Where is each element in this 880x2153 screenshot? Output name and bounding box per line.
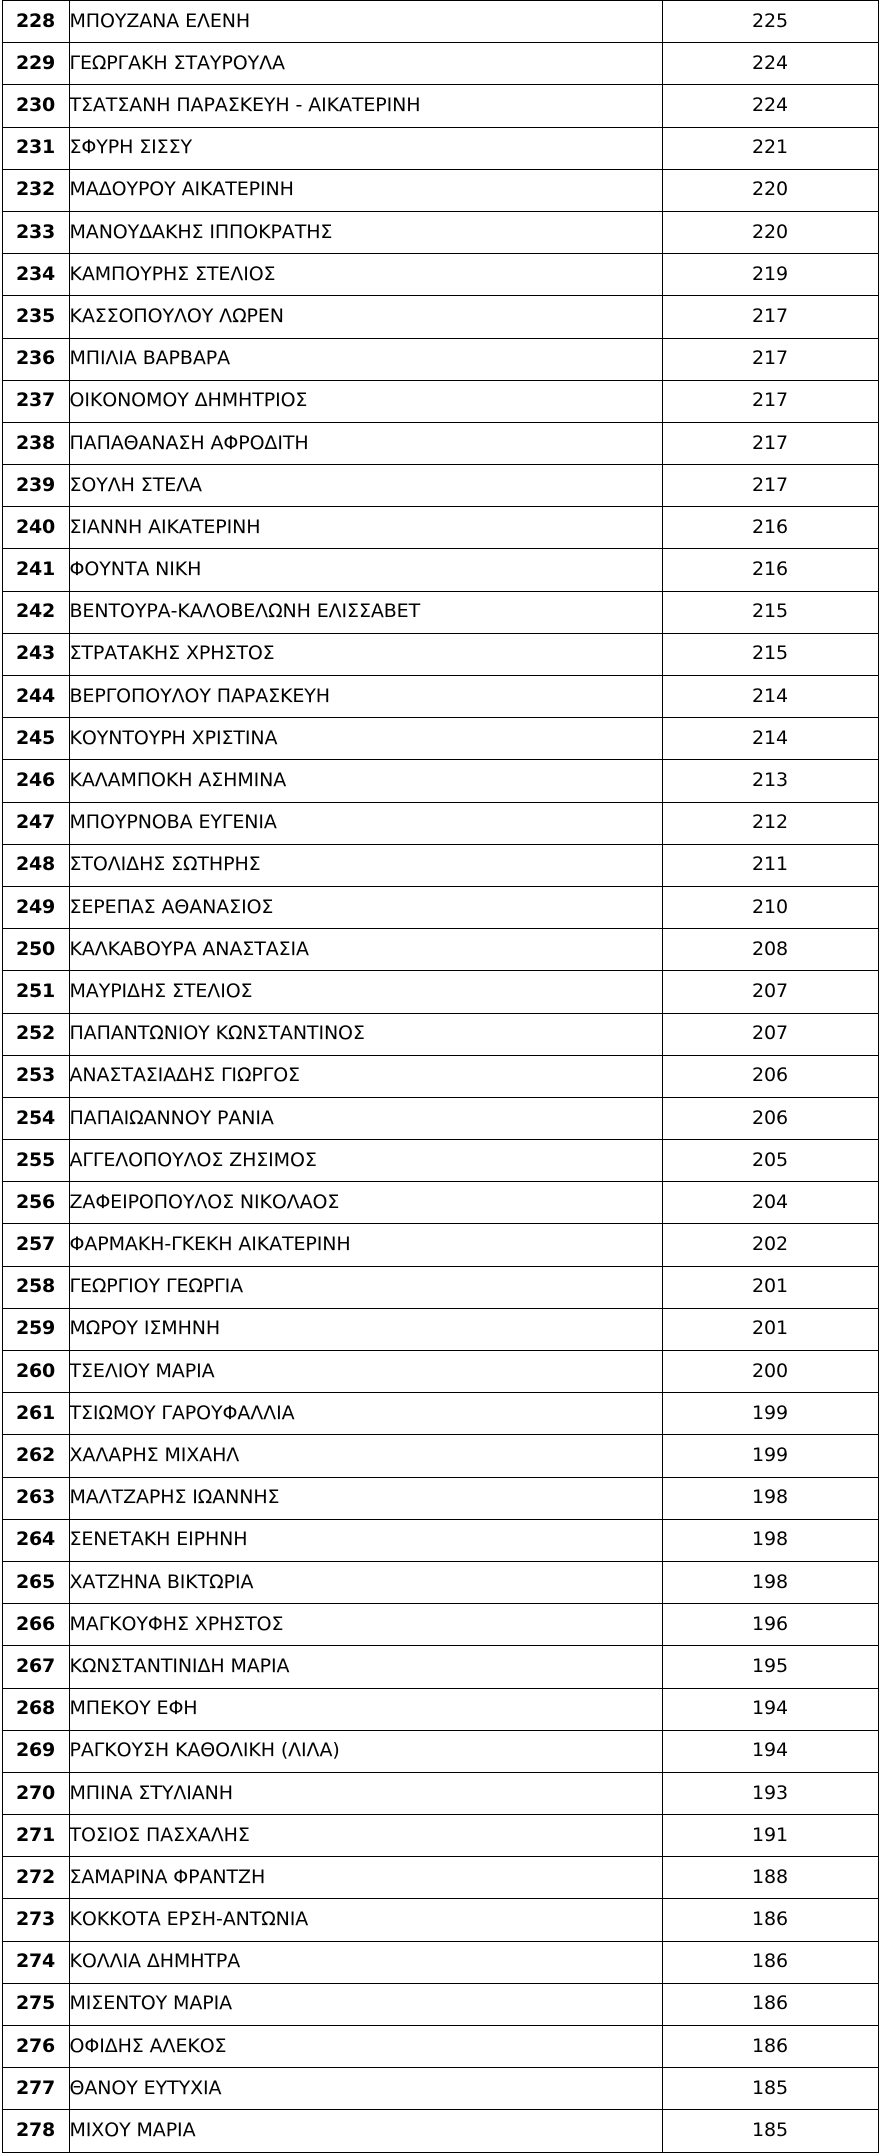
rank-cell: 259 [2, 1308, 69, 1350]
table-row [2, 465, 878, 507]
results-table [2, 0, 879, 2153]
rank-cell: 238 [2, 422, 69, 464]
rank-cell: 246 [2, 760, 69, 802]
table-row [2, 43, 878, 85]
rank-cell: 267 [2, 1646, 69, 1688]
table-row [2, 929, 878, 971]
rank-cell: 235 [2, 296, 69, 338]
table-row [2, 1013, 878, 1055]
table-row [2, 676, 878, 718]
rank-cell: 261 [2, 1393, 69, 1435]
table-row [2, 760, 878, 802]
name-cell: ΣΦΥΡΗ ΣΙΣΣΥ [69, 127, 662, 169]
score-cell: 186 [662, 2026, 878, 2068]
name-cell: ΣΤΡΑΤΑΚΗΣ ΧΡΗΣΤΟΣ [69, 633, 662, 675]
table-row [2, 1266, 878, 1308]
name-cell: ΓΕΩΡΓΙΟΥ ΓΕΩΡΓΙΑ [69, 1266, 662, 1308]
score-cell: 196 [662, 1604, 878, 1646]
rank-cell: 262 [2, 1435, 69, 1477]
score-cell: 200 [662, 1351, 878, 1393]
score-cell: 221 [662, 127, 878, 169]
score-cell: 217 [662, 422, 878, 464]
rank-cell: 260 [2, 1351, 69, 1393]
rank-cell: 239 [2, 465, 69, 507]
score-cell: 219 [662, 254, 878, 296]
score-cell: 201 [662, 1266, 878, 1308]
table-row [2, 1182, 878, 1224]
rank-cell: 276 [2, 2026, 69, 2068]
rank-cell: 278 [2, 2110, 69, 2152]
rank-cell: 228 [2, 1, 69, 43]
rank-cell: 264 [2, 1519, 69, 1561]
rank-cell: 263 [2, 1477, 69, 1519]
score-cell: 217 [662, 380, 878, 422]
score-cell: 186 [662, 1899, 878, 1941]
rank-cell: 250 [2, 929, 69, 971]
rank-cell: 252 [2, 1013, 69, 1055]
table-row [2, 1646, 878, 1688]
score-cell: 211 [662, 844, 878, 886]
score-cell: 204 [662, 1182, 878, 1224]
score-cell: 186 [662, 1983, 878, 2025]
rank-cell: 244 [2, 676, 69, 718]
score-cell: 199 [662, 1393, 878, 1435]
score-cell: 188 [662, 1857, 878, 1899]
score-cell: 217 [662, 338, 878, 380]
rank-cell: 274 [2, 1941, 69, 1983]
score-cell: 216 [662, 549, 878, 591]
name-cell: ΣΑΜΑΡΙΝΑ ΦΡΑΝΤΖΗ [69, 1857, 662, 1899]
name-cell: ΚΑΛΑΜΠΟΚΗ ΑΣΗΜΙΝΑ [69, 760, 662, 802]
table-row [2, 1393, 878, 1435]
score-cell: 210 [662, 886, 878, 928]
rank-cell: 266 [2, 1604, 69, 1646]
name-cell: ΧΑΤΖΗΝΑ ΒΙΚΤΩΡΙΑ [69, 1561, 662, 1603]
score-cell: 194 [662, 1730, 878, 1772]
score-cell: 224 [662, 43, 878, 85]
score-cell: 212 [662, 802, 878, 844]
rank-cell: 251 [2, 971, 69, 1013]
rank-cell: 265 [2, 1561, 69, 1603]
table-row [2, 633, 878, 675]
score-cell: 213 [662, 760, 878, 802]
table-row [2, 1815, 878, 1857]
score-cell: 198 [662, 1519, 878, 1561]
table-row [2, 422, 878, 464]
table-row [2, 591, 878, 633]
name-cell: ΜΑΝΟΥΔΑΚΗΣ ΙΠΠΟΚΡΑΤΗΣ [69, 211, 662, 253]
table-row [2, 1688, 878, 1730]
rank-cell: 273 [2, 1899, 69, 1941]
name-cell: ΡΑΓΚΟΥΣΗ ΚΑΘΟΛΙΚΗ (ΛΙΛΑ) [69, 1730, 662, 1772]
score-cell: 191 [662, 1815, 878, 1857]
name-cell: ΒΕΝΤΟΥΡΑ-ΚΑΛΟΒΕΛΩΝΗ ΕΛΙΣΣΑΒΕΤ [69, 591, 662, 633]
name-cell: ΣΕΝΕΤΑΚΗ ΕΙΡΗΝΗ [69, 1519, 662, 1561]
name-cell: ΜΠΙΝΑ ΣΤΥΛΙΑΝΗ [69, 1772, 662, 1814]
table-row [2, 1519, 878, 1561]
name-cell: ΜΩΡΟΥ ΙΣΜΗΝΗ [69, 1308, 662, 1350]
name-cell: ΓΕΩΡΓΑΚΗ ΣΤΑΥΡΟΥΛΑ [69, 43, 662, 85]
name-cell: ΚΑΛΚΑΒΟΥΡΑ ΑΝΑΣΤΑΣΙΑ [69, 929, 662, 971]
table-row [2, 1351, 878, 1393]
name-cell: ΒΕΡΓΟΠΟΥΛΟΥ ΠΑΡΑΣΚΕΥΗ [69, 676, 662, 718]
score-cell: 198 [662, 1477, 878, 1519]
name-cell: ΦΑΡΜΑΚΗ-ΓΚΕΚΗ ΑΙΚΑΤΕΡΙΝΗ [69, 1224, 662, 1266]
table-row [2, 338, 878, 380]
score-cell: 214 [662, 718, 878, 760]
name-cell: ΚΩΝΣΤΑΝΤΙΝΙΔΗ ΜΑΡΙΑ [69, 1646, 662, 1688]
table-row [2, 2026, 878, 2068]
table-row [2, 1055, 878, 1097]
score-cell: 199 [662, 1435, 878, 1477]
table-row [2, 169, 878, 211]
score-cell: 206 [662, 1097, 878, 1139]
table-row [2, 1983, 878, 2025]
score-cell: 193 [662, 1772, 878, 1814]
table-row [2, 802, 878, 844]
score-cell: 195 [662, 1646, 878, 1688]
rank-cell: 231 [2, 127, 69, 169]
rank-cell: 277 [2, 2068, 69, 2110]
name-cell: ΧΑΛΑΡΗΣ ΜΙΧΑΗΛ [69, 1435, 662, 1477]
rank-cell: 241 [2, 549, 69, 591]
score-cell: 207 [662, 971, 878, 1013]
name-cell: ΚΟΥΝΤΟΥΡΗ ΧΡΙΣΤΙΝΑ [69, 718, 662, 760]
name-cell: ΜΑΥΡΙΔΗΣ ΣΤΕΛΙΟΣ [69, 971, 662, 1013]
score-cell: 207 [662, 1013, 878, 1055]
rank-cell: 236 [2, 338, 69, 380]
name-cell: ΤΟΣΙΟΣ ΠΑΣΧΑΛΗΣ [69, 1815, 662, 1857]
rank-cell: 268 [2, 1688, 69, 1730]
name-cell: ΠΑΠΑΙΩΑΝΝΟΥ ΡΑΝΙΑ [69, 1097, 662, 1139]
name-cell: ΖΑΦΕΙΡΟΠΟΥΛΟΣ ΝΙΚΟΛΑΟΣ [69, 1182, 662, 1224]
table-row [2, 886, 878, 928]
name-cell: ΜΙΣΕΝΤΟΥ ΜΑΡΙΑ [69, 1983, 662, 2025]
rank-cell: 229 [2, 43, 69, 85]
rank-cell: 249 [2, 886, 69, 928]
name-cell: ΜΑΓΚΟΥΦΗΣ ΧΡΗΣΤΟΣ [69, 1604, 662, 1646]
rank-cell: 233 [2, 211, 69, 253]
rank-cell: 247 [2, 802, 69, 844]
rank-cell: 257 [2, 1224, 69, 1266]
name-cell: ΜΑΔΟΥΡΟΥ ΑΙΚΑΤΕΡΙΝΗ [69, 169, 662, 211]
score-cell: 202 [662, 1224, 878, 1266]
name-cell: ΚΟΚΚΟΤΑ ΕΡΣΗ-ΑΝΤΩΝΙΑ [69, 1899, 662, 1941]
table-row [2, 507, 878, 549]
name-cell: ΚΑΣΣΟΠΟΥΛΟΥ ΛΩΡΕΝ [69, 296, 662, 338]
name-cell: ΜΠΕΚΟΥ ΕΦΗ [69, 1688, 662, 1730]
name-cell: ΟΙΚΟΝΟΜΟΥ ΔΗΜΗΤΡΙΟΣ [69, 380, 662, 422]
table-row [2, 718, 878, 760]
table-row [2, 1941, 878, 1983]
rank-cell: 237 [2, 380, 69, 422]
score-cell: 220 [662, 211, 878, 253]
name-cell: ΤΣΕΛΙΟΥ ΜΑΡΙΑ [69, 1351, 662, 1393]
name-cell: ΜΠΙΛΙΑ ΒΑΡΒΑΡΑ [69, 338, 662, 380]
table-row [2, 1477, 878, 1519]
name-cell: ΑΝΑΣΤΑΣΙΑΔΗΣ ΓΙΩΡΓΟΣ [69, 1055, 662, 1097]
rank-cell: 271 [2, 1815, 69, 1857]
score-cell: 201 [662, 1308, 878, 1350]
table-row [2, 296, 878, 338]
rank-cell: 258 [2, 1266, 69, 1308]
table-row [2, 1857, 878, 1899]
table-row [2, 211, 878, 253]
rank-cell: 255 [2, 1140, 69, 1182]
table-row [2, 1730, 878, 1772]
name-cell: ΣΟΥΛΗ ΣΤΕΛΑ [69, 465, 662, 507]
table-row [2, 85, 878, 127]
table-row [2, 2068, 878, 2110]
name-cell: ΠΑΠΑΘΑΝΑΣΗ ΑΦΡΟΔΙΤΗ [69, 422, 662, 464]
name-cell: ΣΕΡΕΠΑΣ ΑΘΑΝΑΣΙΟΣ [69, 886, 662, 928]
table-row [2, 1561, 878, 1603]
score-cell: 214 [662, 676, 878, 718]
score-cell: 185 [662, 2068, 878, 2110]
rank-cell: 253 [2, 1055, 69, 1097]
rank-cell: 230 [2, 85, 69, 127]
score-cell: 208 [662, 929, 878, 971]
table-row [2, 380, 878, 422]
table-row [2, 1435, 878, 1477]
rank-cell: 269 [2, 1730, 69, 1772]
results-table-body [2, 1, 878, 2153]
name-cell: ΟΦΙΔΗΣ ΑΛΕΚΟΣ [69, 2026, 662, 2068]
table-row [2, 1899, 878, 1941]
table-row [2, 1, 878, 43]
score-cell: 206 [662, 1055, 878, 1097]
rank-cell: 232 [2, 169, 69, 211]
rank-cell: 248 [2, 844, 69, 886]
table-row [2, 971, 878, 1013]
name-cell: ΤΣΙΩΜΟΥ ΓΑΡΟΥΦΑΛΛΙΑ [69, 1393, 662, 1435]
name-cell: ΚΑΜΠΟΥΡΗΣ ΣΤΕΛΙΟΣ [69, 254, 662, 296]
table-row [2, 1140, 878, 1182]
name-cell: ΜΑΛΤΖΑΡΗΣ ΙΩΑΝΝΗΣ [69, 1477, 662, 1519]
table-row [2, 1308, 878, 1350]
name-cell: ΘΑΝΟΥ ΕΥΤΥΧΙΑ [69, 2068, 662, 2110]
score-cell: 224 [662, 85, 878, 127]
name-cell: ΣΤΟΛΙΔΗΣ ΣΩΤΗΡΗΣ [69, 844, 662, 886]
score-cell: 215 [662, 633, 878, 675]
rank-cell: 234 [2, 254, 69, 296]
name-cell: ΣΙΑΝΝΗ ΑΙΚΑΤΕΡΙΝΗ [69, 507, 662, 549]
score-cell: 217 [662, 296, 878, 338]
score-cell: 186 [662, 1941, 878, 1983]
table-row [2, 1224, 878, 1266]
score-cell: 215 [662, 591, 878, 633]
rank-cell: 270 [2, 1772, 69, 1814]
name-cell: ΤΣΑΤΣΑΝΗ ΠΑΡΑΣΚΕΥΗ - ΑΙΚΑΤΕΡΙΝΗ [69, 85, 662, 127]
score-cell: 217 [662, 465, 878, 507]
name-cell: ΜΠΟΥΖΑΝΑ ΕΛΕΝΗ [69, 1, 662, 43]
table-row [2, 844, 878, 886]
score-cell: 198 [662, 1561, 878, 1603]
score-cell: 185 [662, 2110, 878, 2152]
table-row [2, 1772, 878, 1814]
name-cell: ΠΑΠΑΝΤΩΝΙΟΥ ΚΩΝΣΤΑΝΤΙΝΟΣ [69, 1013, 662, 1055]
rank-cell: 254 [2, 1097, 69, 1139]
name-cell: ΚΟΛΛΙΑ ΔΗΜΗΤΡΑ [69, 1941, 662, 1983]
rank-cell: 242 [2, 591, 69, 633]
name-cell: ΑΓΓΕΛΟΠΟΥΛΟΣ ΖΗΣΙΜΟΣ [69, 1140, 662, 1182]
name-cell: ΦΟΥΝΤΑ ΝΙΚΗ [69, 549, 662, 591]
table-row [2, 549, 878, 591]
rank-cell: 240 [2, 507, 69, 549]
score-cell: 216 [662, 507, 878, 549]
score-cell: 225 [662, 1, 878, 43]
rank-cell: 272 [2, 1857, 69, 1899]
name-cell: ΜΠΟΥΡΝΟΒΑ ΕΥΓΕΝΙΑ [69, 802, 662, 844]
score-cell: 194 [662, 1688, 878, 1730]
table-row [2, 1097, 878, 1139]
name-cell: ΜΙΧΟΥ ΜΑΡΙΑ [69, 2110, 662, 2152]
table-row [2, 1604, 878, 1646]
rank-cell: 243 [2, 633, 69, 675]
score-cell: 205 [662, 1140, 878, 1182]
score-cell: 220 [662, 169, 878, 211]
table-row [2, 2110, 878, 2152]
rank-cell: 245 [2, 718, 69, 760]
table-row [2, 127, 878, 169]
rank-cell: 275 [2, 1983, 69, 2025]
table-row [2, 254, 878, 296]
rank-cell: 256 [2, 1182, 69, 1224]
